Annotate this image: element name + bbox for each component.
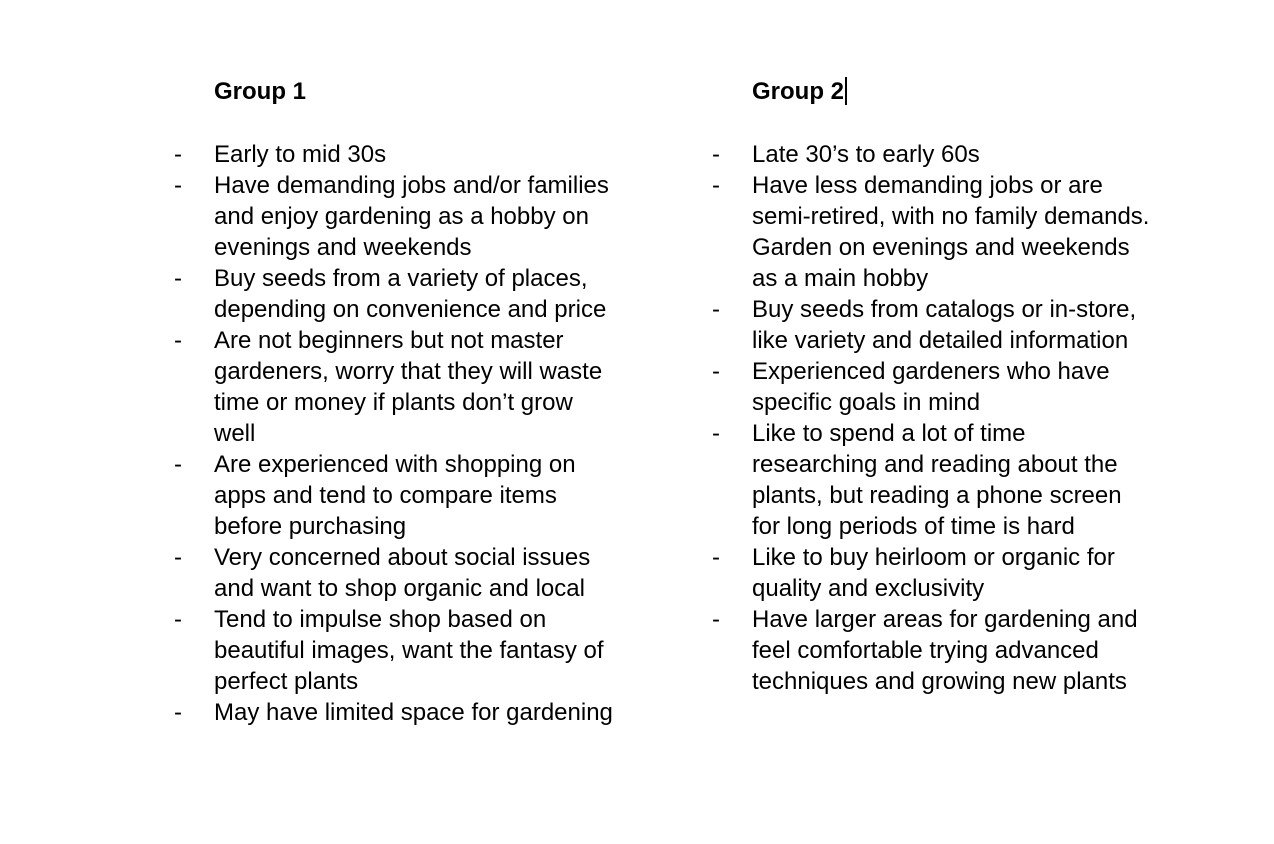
bullet-dash: - (712, 606, 720, 633)
group-1-heading[interactable] (214, 76, 614, 108)
list-item[interactable] (712, 418, 1152, 542)
list-item[interactable] (712, 542, 1152, 604)
group-1-title: Group 1 (214, 78, 307, 105)
list-item-text: Tend to impulse shop based on beautiful images, want the fantasy of perfect plants (214, 606, 604, 695)
list-item[interactable] (712, 604, 1152, 697)
list-item[interactable] (174, 697, 614, 728)
bullet-dash: - (712, 358, 720, 385)
bullet-dash: - (712, 141, 720, 168)
list-item[interactable] (174, 542, 614, 604)
list-item-text: Are experienced with shopping on apps and tend to compare items before purchasing (214, 451, 576, 540)
list-item[interactable] (174, 325, 614, 449)
bullet-dash: - (174, 265, 182, 292)
list-item[interactable] (174, 170, 614, 263)
list-item-text: Early to mid 30s (214, 141, 387, 168)
list-item[interactable] (712, 356, 1152, 418)
bullet-dash: - (174, 172, 182, 199)
bullet-dash: - (712, 420, 720, 447)
list-item[interactable] (712, 139, 1152, 170)
list-item[interactable] (174, 449, 614, 542)
list-item-text: Have larger areas for gardening and feel comfortable trying advanced techniques and growing new plants (752, 606, 1138, 695)
list-item[interactable] (174, 263, 614, 325)
bullet-dash: - (174, 544, 182, 571)
group-2-title: Group 2 (752, 78, 845, 105)
group-1-column (174, 76, 614, 728)
group-2-heading[interactable] (752, 76, 1152, 108)
list-item[interactable] (712, 170, 1152, 294)
list-item-text: Very concerned about social issues and want to shop organic and local (214, 544, 591, 602)
list-item-text: Like to buy heirloom or organic for quality and exclusivity (752, 544, 1115, 602)
bullet-dash: - (174, 606, 182, 633)
list-item-text: Have less demanding jobs or are semi-retired, with no family demands. Garden on evenings and weekends as a main hobby (752, 172, 1150, 292)
bullet-dash: - (174, 699, 182, 726)
text-cursor (845, 77, 847, 105)
bullet-dash: - (174, 327, 182, 354)
bullet-dash: - (174, 141, 182, 168)
list-item-text: Late 30’s to early 60s (752, 141, 980, 168)
list-item[interactable] (712, 294, 1152, 356)
list-item-text: May have limited space for gardening (214, 699, 613, 726)
list-item-text: Have demanding jobs and/or families and enjoy gardening as a hobby on evenings and weekends (214, 172, 609, 261)
bullet-dash: - (712, 544, 720, 571)
list-item-text: Buy seeds from a variety of places, depending on convenience and price (214, 265, 607, 323)
group-1-list (174, 139, 614, 728)
bullet-dash: - (712, 296, 720, 323)
bullet-dash: - (174, 451, 182, 478)
group-2-column (712, 76, 1152, 697)
list-item-text: Buy seeds from catalogs or in-store, like variety and detailed information (752, 296, 1137, 354)
list-item-text: Are not beginners but not master gardeners, worry that they will waste time or money if plants don’t grow well (214, 327, 603, 447)
list-item[interactable] (174, 604, 614, 697)
list-item[interactable] (174, 139, 614, 170)
bullet-dash: - (712, 172, 720, 199)
group-2-list (712, 139, 1152, 697)
list-item-text: Experienced gardeners who have specific goals in mind (752, 358, 1110, 416)
list-item-text: Like to spend a lot of time researching and reading about the plants, but reading a phone screen for long periods of time is hard (752, 420, 1122, 540)
